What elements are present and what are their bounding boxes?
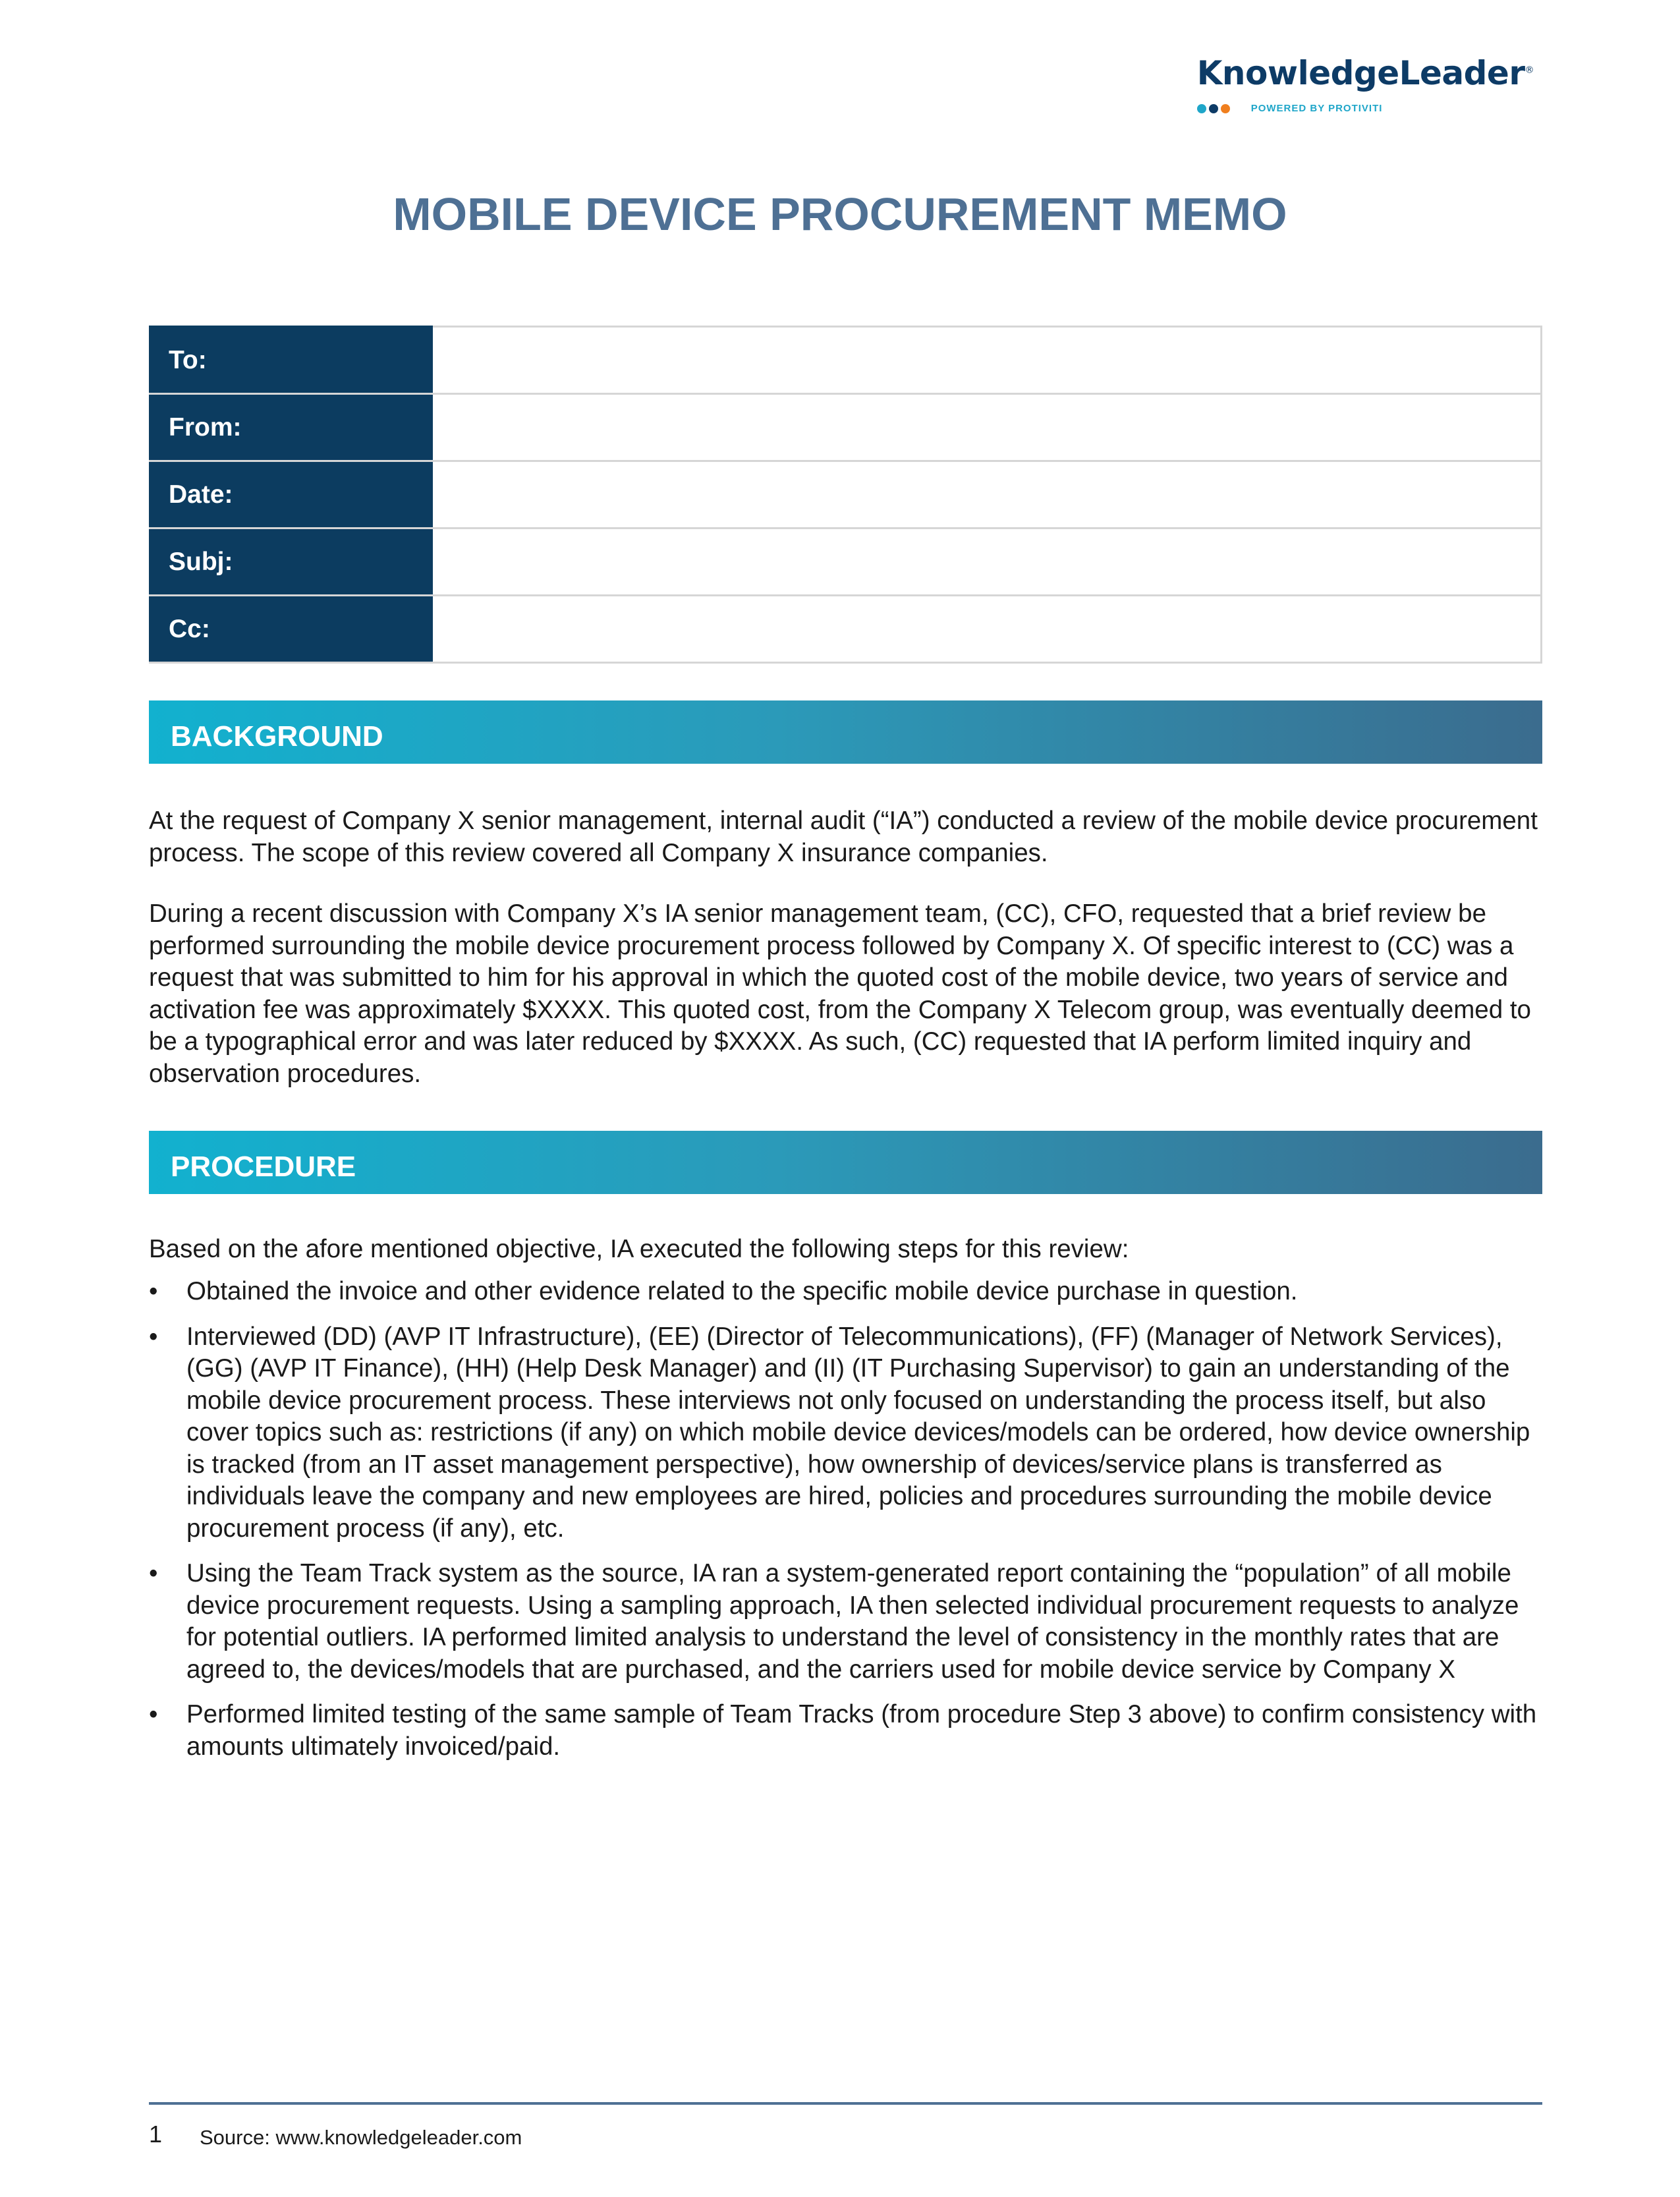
from-label: From: (150, 394, 432, 461)
to-label: To: (150, 327, 432, 394)
logo-dot-icon (1209, 104, 1218, 113)
procedure-step-text: Obtained the invoice and other evidence related to the specific mobile device purchase in question. (186, 1277, 1298, 1305)
memo-header-row-to (150, 327, 1542, 394)
date-field[interactable] (432, 461, 1542, 528)
logo-registered-mark: ® (1525, 65, 1534, 76)
procedure-steps-list (149, 1276, 1546, 1776)
procedure-step (149, 1321, 1546, 1545)
date-label: Date: (150, 461, 432, 528)
memo-header-row-from (150, 394, 1542, 461)
page-number: 1 (149, 2121, 163, 2148)
knowledgeleader-logo (1197, 54, 1534, 114)
memo-header-row-subj (150, 528, 1542, 596)
background-paragraph: At the request of Company X senior management, internal audit (“IA”) conducted a review of the mobile device procurement process. The scope of this review covered all Company X insurance companies. (149, 807, 1538, 867)
bullet-icon: • (149, 1277, 158, 1305)
procedure-intro: Based on the afore mentioned objective, IA executed the following steps for this review: (149, 1235, 1129, 1263)
procedure-step-text: Interviewed (DD) (AVP IT Infrastructure), (EE) (Director of Telecommunications), (FF) (Manager of Network Services), (GG) (AVP IT Finance), (HH) (Help Desk Manager) and (II) (IT Purchasing Supervisor) to gain an understanding of the mobile device procurement process. These interviews not only focused on understanding the process itself, but also cover topics such as: restrictions (if any) on which mobile device devices/models can be ordered, how device ownership is tracked (from an IT asset management perspective), how ownership of devices/service plans is transferred as individuals leave the company and new employees are hired, policies and procedures surrounding the mobile device procurement process (if any), etc. (186, 1322, 1530, 1543)
page-title: MOBILE DEVICE PROCUREMENT MEMO (393, 188, 1287, 240)
background-paragraph: During a recent discussion with Company X’s IA senior management team, (CC), CFO, requested that a brief review be performed surrounding the mobile device procurement process followed by Company X. Of specific interest to (CC) was a request that was submitted to him for his approval in which the quoted cost of the mobile device, two years of service and activation fee was approximately $XXXX. This quoted cost, from the Company X Telecom group, was eventually deemed to be a typographical error and was later reduced by $XXXX. As such, (CC) requested that IA perform limited inquiry and observation procedures. (149, 899, 1531, 1088)
procedure-step (149, 1276, 1546, 1308)
logo-name: KnowledgeLeader (1196, 54, 1525, 92)
cc-field[interactable] (432, 596, 1542, 663)
cc-label: Cc: (150, 596, 432, 663)
subj-field[interactable] (432, 528, 1542, 596)
subj-label: Subj: (150, 528, 432, 596)
bullet-icon: • (149, 1559, 158, 1587)
logo-dot-icon (1197, 104, 1206, 113)
to-field[interactable] (432, 327, 1542, 394)
logo-dot-icon (1221, 104, 1230, 113)
procedure-step-text: Using the Team Track system as the source, IA ran a system-generated report containing the “population” of all mobile device procurement requests. Using a sampling approach, IA then selected individual procurement requests to analyze for potential outliers. IA performed limited analysis to understand the level of consistency in the monthly rates that are agreed to, the devices/models that are purchased, and the carriers used for mobile device service by Company X (186, 1559, 1519, 1684)
procedure-heading: PROCEDURE (149, 1131, 1542, 1194)
procedure-step-text: Performed limited testing of the same sample of Team Tracks (from procedure Step 3 above) to confirm consistency with amounts ultimately invoiced/paid. (186, 1700, 1537, 1761)
procedure-step (149, 1558, 1546, 1686)
memo-header-table (149, 326, 1542, 664)
memo-header-row-date (150, 461, 1542, 528)
bullet-icon: • (149, 1700, 158, 1728)
footer-source: Source: www.knowledgeleader.com (200, 2126, 522, 2149)
procedure-step (149, 1699, 1546, 1763)
footer-divider (149, 2102, 1542, 2105)
memo-header-row-cc (150, 596, 1542, 663)
bullet-icon: • (149, 1322, 158, 1351)
background-heading: BACKGROUND (149, 700, 1542, 764)
logo-tagline: POWERED BY PROTIVITI (1250, 103, 1383, 114)
from-field[interactable] (432, 394, 1542, 461)
